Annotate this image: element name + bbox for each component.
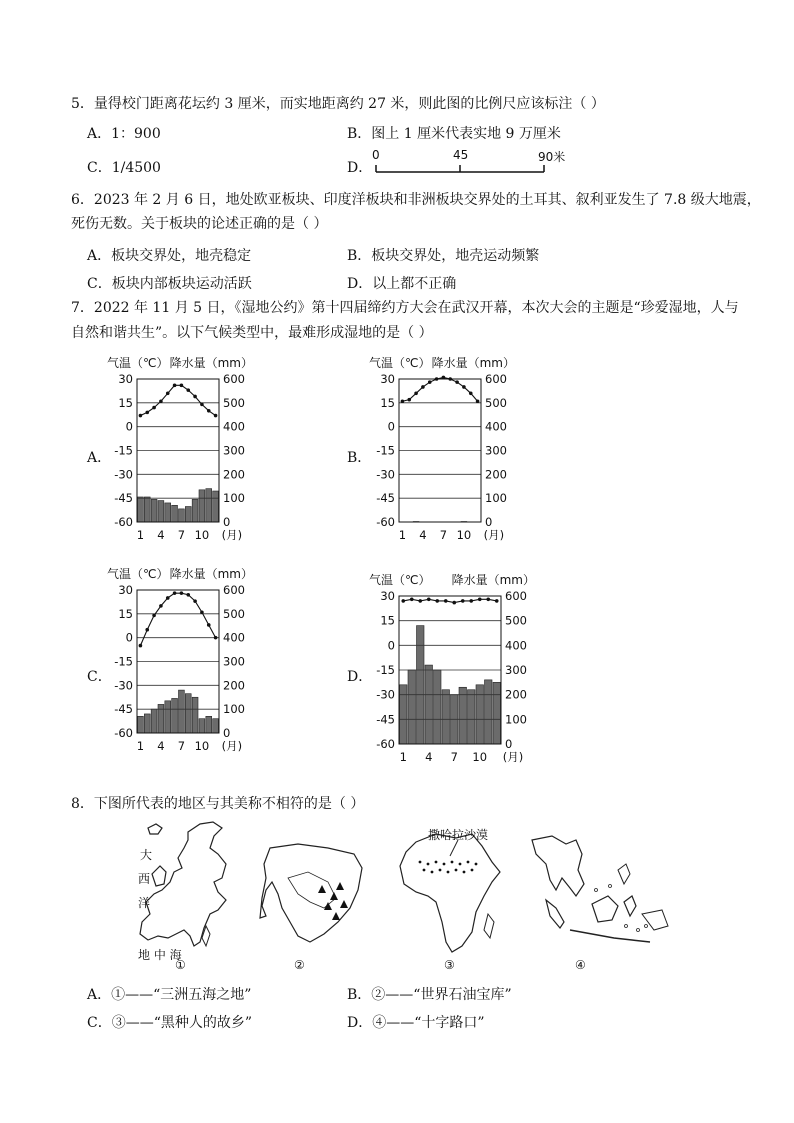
precip-bar — [493, 682, 501, 744]
map1-label-da: 大 — [140, 848, 153, 862]
temp-tick-label: -45 — [114, 702, 133, 717]
q7-option-b[interactable]: B． — [347, 450, 372, 466]
precip-tick-label: 500 — [505, 613, 527, 628]
precip-bar — [213, 491, 219, 522]
precip-bar — [144, 714, 150, 733]
month-tick-label: 1 — [399, 750, 407, 764]
temperature-line — [402, 377, 477, 401]
temp-axis-title: 气温（℃） — [369, 356, 431, 370]
temp-tick-label: -15 — [114, 443, 133, 458]
q8-option-d[interactable]: D．④——“十字路口” — [347, 1015, 485, 1031]
q8-option-b[interactable]: B．②——“世界石油宝库” — [347, 987, 512, 1003]
temp-tick-label: -15 — [376, 663, 395, 677]
temperature-point — [427, 597, 431, 601]
precip-bar — [165, 701, 171, 733]
q6-option-c[interactable]: C．板块内部板块运动活跃 — [87, 276, 252, 292]
temperature-point — [152, 614, 156, 618]
precip-bar — [165, 503, 171, 522]
month-unit-label: (月) — [483, 528, 505, 542]
temperature-point — [469, 599, 473, 603]
precip-tick-label: 0 — [223, 726, 231, 740]
temperature-point — [435, 377, 439, 381]
month-unit-label: (月) — [502, 750, 524, 764]
q5-option-b[interactable]: B．图上 1 厘米代表实地 9 万厘米 — [347, 126, 561, 142]
month-tick-label: 7 — [450, 750, 458, 764]
temp-tick-label: 0 — [125, 419, 133, 434]
climate-chart-svg — [105, 355, 255, 550]
precip-bar — [442, 690, 450, 744]
scale-tick-90: 90米 — [538, 150, 566, 164]
map2-number: ② — [294, 958, 305, 972]
climate-chart-b — [367, 355, 517, 550]
month-tick-label: 7 — [439, 528, 448, 542]
precip-tick-label: 300 — [223, 443, 245, 458]
temperature-point — [421, 385, 425, 389]
precip-tick-label: 500 — [223, 606, 245, 621]
precip-bar — [192, 697, 198, 733]
q5-scale-bar — [372, 148, 572, 178]
temp-tick-label: 15 — [380, 613, 395, 628]
temperature-point — [200, 403, 204, 407]
temp-tick-label: 15 — [380, 395, 395, 410]
temp-tick-label: 0 — [125, 630, 133, 645]
precip-tick-label: 600 — [485, 372, 507, 386]
precip-bar — [158, 501, 164, 522]
temperature-point — [207, 623, 211, 627]
temperature-point — [139, 414, 143, 418]
map-southeast-asia — [522, 830, 672, 960]
month-tick-label: 10 — [194, 739, 210, 753]
q5-option-c[interactable]: C．1/4500 — [87, 160, 161, 176]
precip-tick-label: 300 — [505, 663, 527, 677]
month-tick-label: 10 — [456, 528, 472, 542]
temperature-point — [444, 599, 448, 603]
q6-stem-line1: 6．2023 年 2 月 6 日，地处欧亚板块、印度洋板块和非洲板块交界处的土耳其、叙利亚发生了 7.8 级大地震， — [71, 192, 761, 208]
temperature-point — [442, 376, 446, 380]
scale-tick-45: 45 — [453, 148, 469, 162]
precip-tick-label: 400 — [223, 419, 245, 434]
temp-tick-label: -30 — [376, 687, 395, 702]
temperature-line — [140, 385, 215, 415]
precip-bar — [206, 716, 212, 733]
temp-tick-label: -60 — [376, 737, 395, 751]
q7-option-c[interactable]: C． — [87, 669, 112, 685]
map1-label-yang: 洋 — [138, 896, 151, 910]
temperature-point — [401, 399, 405, 403]
temperature-point — [478, 597, 482, 601]
q8-stem: 8．下图所代表的地区与其美称不相符的是（ ） — [71, 796, 365, 812]
temp-tick-label: 15 — [118, 395, 133, 410]
temperature-point — [173, 591, 177, 595]
q6-option-b[interactable]: B．板块交界处，地壳运动频繁 — [347, 248, 540, 264]
month-unit-label: (月) — [221, 739, 243, 753]
temperature-point — [200, 610, 204, 614]
q6-option-d[interactable]: D．以上都不正确 — [347, 276, 457, 292]
temperature-point — [435, 599, 439, 603]
temperature-point — [173, 384, 177, 388]
precip-tick-label: 500 — [485, 395, 507, 410]
temperature-point — [428, 380, 432, 384]
temp-tick-label: -60 — [114, 726, 133, 740]
precip-bar — [144, 497, 150, 522]
month-tick-label: 4 — [419, 528, 427, 542]
temp-tick-label: -45 — [114, 491, 133, 506]
month-tick-label: 4 — [425, 750, 433, 764]
temperature-point — [407, 398, 411, 402]
precip-tick-label: 400 — [223, 630, 245, 645]
temperature-point — [455, 380, 459, 384]
month-tick-label: 1 — [136, 528, 145, 542]
precip-bar — [408, 670, 416, 744]
q7-option-a[interactable]: A． — [87, 450, 112, 466]
precip-bar — [199, 719, 205, 733]
temp-tick-label: 30 — [118, 372, 133, 386]
precip-tick-label: 100 — [505, 712, 527, 727]
temperature-point — [186, 388, 190, 392]
precip-tick-label: 300 — [223, 654, 245, 669]
temperature-point — [145, 628, 149, 632]
temperature-point — [410, 597, 414, 601]
q5-stem: 5．量得校门距离花坛约 3 厘米，而实地距离约 27 米，则此图的比例尺应该标注（ ） — [71, 96, 605, 112]
month-tick-label: 4 — [157, 739, 165, 753]
month-tick-label: 10 — [194, 528, 210, 542]
map4-number: ④ — [575, 958, 586, 972]
precip-tick-label: 400 — [485, 419, 507, 434]
precip-tick-label: 0 — [485, 515, 493, 529]
map1-number: ① — [175, 958, 186, 972]
climate-chart-svg — [367, 355, 517, 550]
precip-bar — [206, 489, 212, 522]
temp-tick-label: 0 — [387, 638, 395, 653]
temperature-point — [495, 599, 499, 603]
precip-tick-label: 200 — [505, 687, 527, 702]
precip-axis-title: 降水量（mm） — [169, 567, 253, 581]
temp-axis-title: 气温（℃） — [107, 567, 169, 581]
temp-tick-label: -30 — [114, 678, 133, 693]
precip-tick-label: 300 — [485, 443, 507, 458]
precip-tick-label: 400 — [505, 638, 527, 653]
climate-chart-a — [105, 355, 255, 550]
month-tick-label: 1 — [398, 528, 407, 542]
temperature-point — [145, 411, 149, 415]
temperature-point — [486, 597, 490, 601]
temperature-point — [414, 392, 418, 396]
q8-option-c[interactable]: C．③——“黑种人的故乡” — [87, 1015, 253, 1031]
q7-option-d[interactable]: D． — [347, 669, 373, 685]
map1-label-mediterranean: 地 中 海 — [138, 948, 182, 962]
precip-bar — [172, 698, 178, 733]
precip-bar — [151, 709, 157, 733]
precip-bar — [138, 716, 144, 733]
map-middle-east — [258, 838, 368, 948]
map-europe — [118, 818, 238, 968]
temp-tick-label: 15 — [118, 606, 133, 621]
precip-tick-label: 100 — [223, 702, 245, 717]
precip-bar — [434, 670, 442, 744]
precip-bar — [158, 704, 164, 733]
month-tick-label: 7 — [177, 528, 186, 542]
temperature-point — [452, 601, 456, 605]
temperature-point — [180, 384, 184, 388]
precip-tick-label: 100 — [223, 491, 245, 506]
temperature-point — [193, 599, 197, 603]
temperature-point — [159, 399, 163, 403]
precip-tick-label: 0 — [223, 515, 231, 529]
precip-bar — [468, 690, 476, 744]
q8-option-a[interactable]: A．①——“三洲五海之地” — [87, 987, 252, 1003]
q6-stem-line2: 死伤无数。关于板块的论述正确的是（ ） — [71, 216, 328, 232]
temperature-point — [180, 591, 184, 595]
temp-tick-label: 30 — [118, 583, 133, 597]
climate-chart-d — [367, 572, 537, 772]
precip-bar — [172, 505, 178, 522]
q6-option-a[interactable]: A．板块交界处，地壳稳定 — [87, 248, 252, 264]
precip-tick-label: 200 — [223, 678, 245, 693]
temperature-point — [461, 599, 465, 603]
precip-bar — [417, 626, 425, 744]
temp-tick-label: -15 — [114, 654, 133, 669]
temperature-point — [186, 593, 190, 597]
q7-stem-line1: 7．2022 年 11 月 5 日，《湿地公约》第十四届缔约方大会在武汉开幕，本次大会的主题是“珍爱湿地，人与 — [71, 300, 739, 316]
precip-bar — [199, 490, 205, 522]
precip-axis-title: 降水量（mm） — [451, 573, 535, 587]
precip-tick-label: 500 — [223, 395, 245, 410]
temperature-point — [193, 395, 197, 399]
temp-tick-label: 0 — [387, 419, 395, 434]
temperature-line — [403, 599, 497, 602]
month-tick-label: 4 — [157, 528, 165, 542]
precip-bar — [476, 685, 484, 744]
precip-bar — [192, 499, 198, 522]
month-unit-label: (月) — [221, 528, 243, 542]
temp-tick-label: 30 — [380, 589, 395, 603]
q5-option-a[interactable]: A．1：900 — [87, 126, 161, 142]
temperature-point — [214, 636, 218, 640]
temperature-point — [401, 599, 405, 603]
map-africa — [396, 822, 506, 962]
precip-axis-title: 降水量（mm） — [169, 356, 253, 370]
precip-bar — [185, 694, 191, 733]
precip-bar — [151, 499, 157, 522]
precip-bar — [179, 690, 185, 733]
temp-tick-label: -15 — [376, 443, 395, 458]
temp-tick-label: -60 — [376, 515, 395, 529]
temp-tick-label: 30 — [380, 372, 395, 386]
temperature-point — [139, 644, 143, 648]
precip-bar — [425, 665, 433, 744]
temperature-point — [214, 414, 218, 418]
q7-stem-line2: 自然和谐共生”。以下气候类型中，最难形成湿地的是（ ） — [71, 325, 433, 341]
temp-axis-title: 气温（℃） — [369, 573, 431, 587]
precip-tick-label: 200 — [223, 467, 245, 482]
temperature-point — [476, 399, 480, 403]
month-tick-label: 10 — [472, 750, 488, 764]
precip-bar — [185, 507, 191, 522]
month-tick-label: 1 — [136, 739, 145, 753]
scale-tick-0: 0 — [372, 148, 380, 162]
map1-label-xi: 西 — [138, 872, 151, 886]
precip-tick-label: 100 — [485, 491, 507, 506]
precip-bar — [485, 680, 493, 744]
temperature-point — [448, 377, 452, 381]
temp-tick-label: -45 — [376, 491, 395, 506]
temperature-point — [152, 406, 156, 410]
precip-tick-label: 600 — [223, 372, 245, 386]
precip-tick-label: 200 — [485, 467, 507, 482]
precip-tick-label: 600 — [223, 583, 245, 597]
precip-bar — [138, 497, 144, 522]
precip-bar — [400, 685, 408, 744]
map3-number: ③ — [444, 958, 455, 972]
climate-chart-svg — [105, 566, 255, 761]
precip-tick-label: 600 — [505, 589, 527, 603]
precip-axis-title: 降水量（mm） — [431, 356, 515, 370]
temperature-point — [462, 385, 466, 389]
precip-bar — [179, 509, 185, 522]
climate-chart-c — [105, 566, 255, 761]
temperature-point — [166, 392, 170, 396]
temp-tick-label: -30 — [114, 467, 133, 482]
temperature-point — [159, 604, 163, 608]
precip-tick-label: 0 — [505, 737, 513, 751]
precip-bar — [459, 687, 467, 744]
temp-tick-label: -45 — [376, 712, 395, 727]
temp-axis-title: 气温（℃） — [107, 356, 169, 370]
map3-label-sahara: 撒哈拉沙漠 — [428, 828, 489, 842]
climate-chart-svg — [367, 572, 537, 772]
temperature-point — [469, 392, 473, 396]
temp-tick-label: -30 — [376, 467, 395, 482]
precip-bar — [213, 719, 219, 733]
temperature-point — [207, 409, 211, 413]
temperature-point — [418, 599, 422, 603]
temperature-point — [166, 596, 170, 600]
month-tick-label: 7 — [177, 739, 186, 753]
q5-option-d[interactable]: D． — [347, 160, 373, 176]
temp-tick-label: -60 — [114, 515, 133, 529]
